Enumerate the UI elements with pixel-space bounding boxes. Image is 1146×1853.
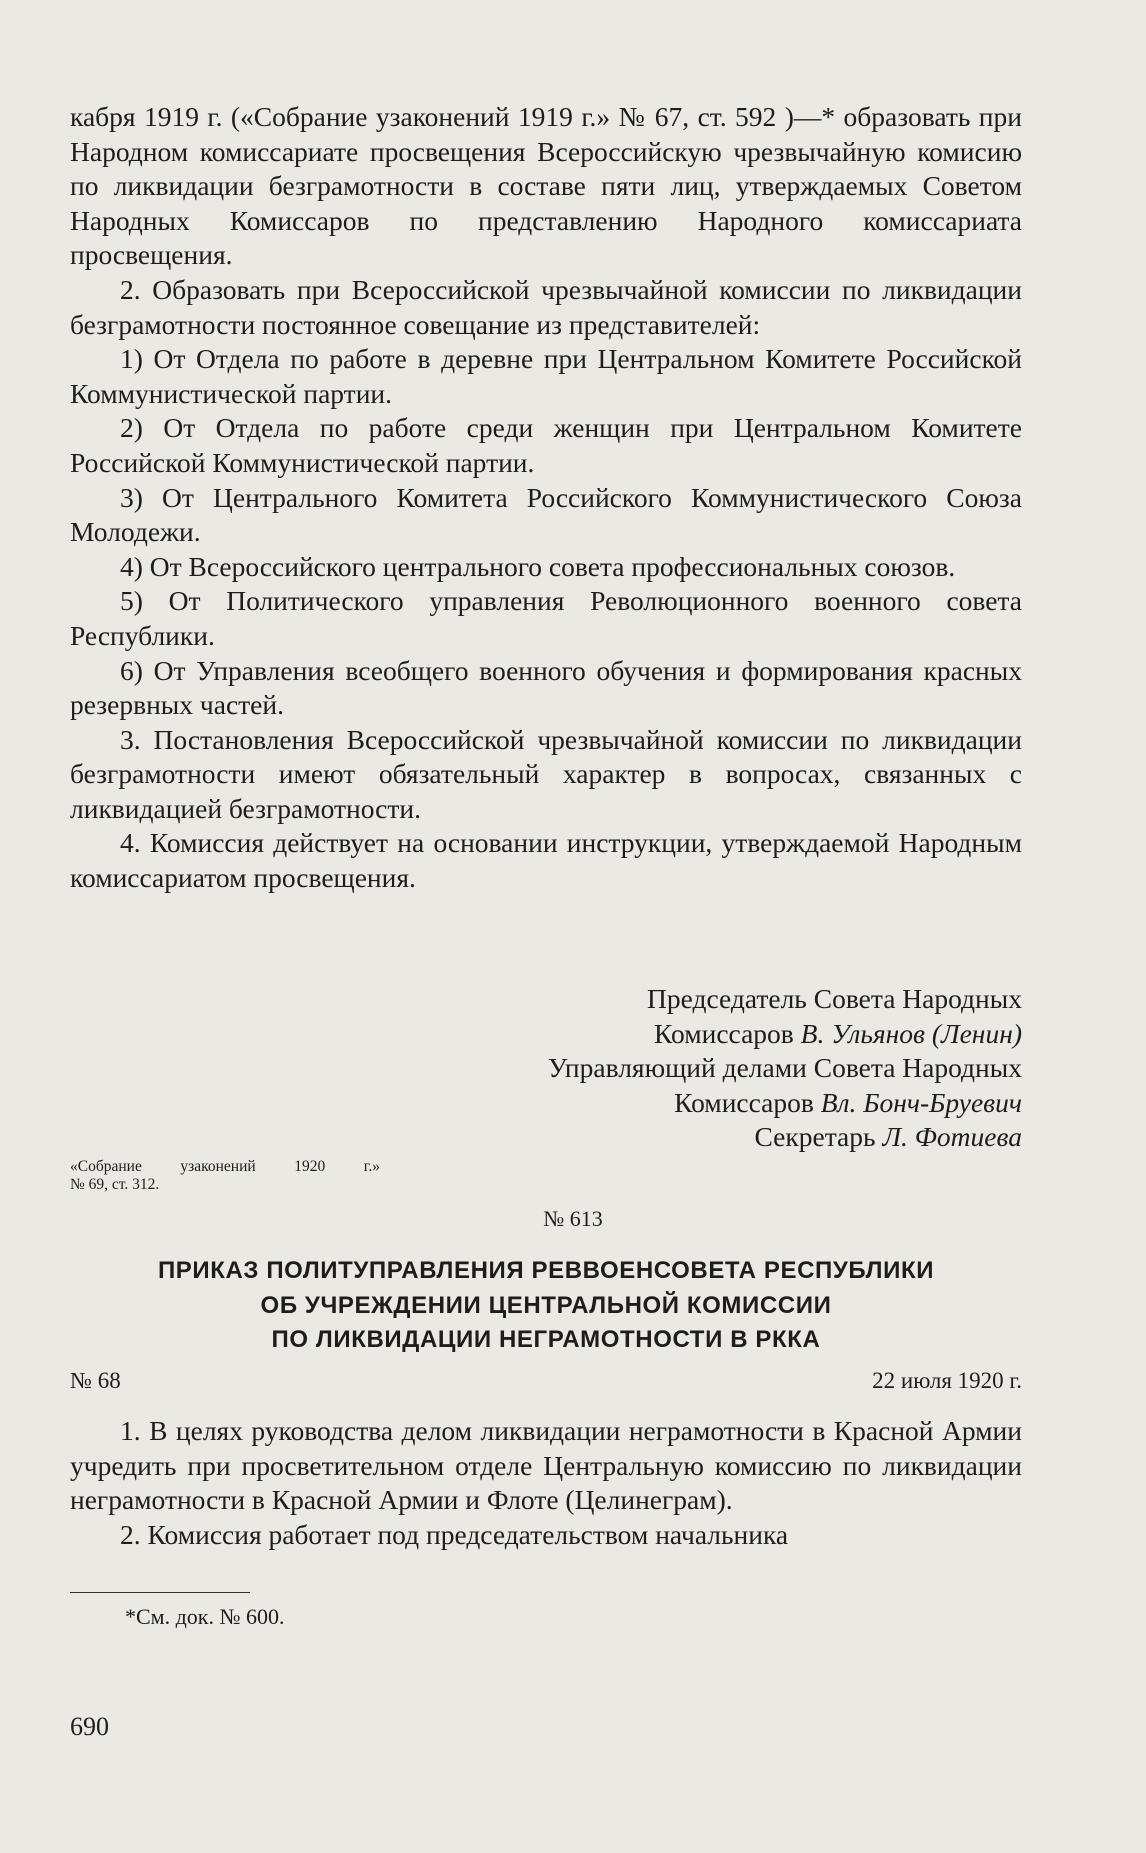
manager-title: Управляющий делами Совета Народных — [547, 1052, 1022, 1084]
source-word: «Собрание — [70, 1158, 142, 1175]
paragraph-4: 4. Комиссия действует на основании инструкции, утверждаемой Народным комиссариатом просвещения. — [70, 827, 1022, 894]
decree-body — [70, 100, 1022, 896]
source-word: 1920 — [294, 1158, 326, 1175]
source-citation — [70, 1158, 380, 1194]
document-number: № 613 — [543, 1206, 603, 1231]
secretary-signature — [548, 1120, 1022, 1155]
order-paragraph-2: 2. Комиссия работает под председательством начальника — [120, 1518, 789, 1550]
list-item-2: 2) От Отдела по работе среди женщин при Центральном Комитете Российской Коммунистической партии. — [70, 412, 1022, 478]
source-line-2: № 69, ст. 312. — [70, 1176, 160, 1193]
manager-signature — [548, 1086, 1022, 1121]
order-number: № 68 — [70, 1368, 121, 1393]
paragraph-3: 3. Постановления Всероссийской чрезвычайной комиссии по ликвидации безграмотности имеют обязательный характер в вопросах, связанных с ликвидацией безграмотности. — [70, 723, 1022, 824]
document-title — [70, 1254, 1022, 1358]
manager-name: Вл. Бонч-Бруевич — [820, 1086, 1022, 1118]
footnote-divider — [70, 1592, 250, 1593]
order-paragraph-1: 1. В целях руководства делом ликвидации неграмотности в Красной Армии учредить при просветительном отделе Центральную комиссию по ликвидации неграмотности в Красной Армии и Флоте (Целинеграм). — [70, 1415, 1022, 1516]
title-line: ОБ УЧРЕЖДЕНИИ ЦЕНТРАЛЬНОЙ КОМИССИИ — [260, 1291, 832, 1319]
secretary-title: Секретарь — [754, 1121, 883, 1153]
title-line: ПРИКАЗ ПОЛИТУПРАВЛЕНИЯ РЕВВОЕНСОВЕТА РЕСПУБЛИКИ — [157, 1257, 935, 1284]
title-line: ПО ЛИКВИДАЦИИ НЕГРАМОТНОСТИ В РККА — [271, 1326, 821, 1353]
source-word: узаконений — [180, 1158, 256, 1175]
order-date: 22 июля 1920 г. — [872, 1368, 1022, 1393]
page-number: 690 — [70, 1712, 109, 1741]
list-item-1: 1) От Отдела по работе в деревне при Центральном Комитете Российской Коммунистической партии. — [70, 343, 1022, 409]
chair-title-cont: Комиссаров — [654, 1017, 801, 1049]
footnote: *См. док. № 600. — [125, 1604, 285, 1629]
chair-signature — [548, 1017, 1022, 1052]
order-meta — [70, 1368, 1022, 1394]
signature-block — [548, 982, 1022, 1155]
chair-title: Председатель Совета Народных — [647, 983, 1022, 1014]
secretary-name: Л. Фотиева — [882, 1121, 1022, 1153]
list-item-4: 4) От Всероссийского центрального совета профессиональных союзов. — [120, 550, 956, 582]
manager-title-cont: Комиссаров — [674, 1086, 821, 1118]
paragraph-2: 2. Образовать при Всероссийской чрезвычайной комиссии по ликвидации безграмотности постоянное совещание из представителей: — [70, 273, 1022, 340]
list-item-3: 3) От Центрального Комитета Российского Коммунистического Союза Молодежи. — [70, 481, 1022, 548]
source-word: г.» — [363, 1158, 380, 1175]
paragraph-intro: кабря 1919 г. («Собрание узаконений 1919 г.» № 67, ст. 592 )—* образовать при Народном комиссариате просвещения Всероссийскую чрезвычайную комисию по ликвидации безграмотности в составе пяти лиц, утверждаемых Советом Народных Комиссаров по представлению Народного комиссариата просвещения. — [70, 101, 1022, 271]
chair-name: В. Ульянов (Ленин) — [800, 1017, 1022, 1049]
list-item-6: 6) От Управления всеобщего военного обучения и формирования красных резервных частей. — [70, 654, 1022, 721]
order-body — [70, 1414, 1022, 1552]
list-item-5: 5) От Политического управления Революционного военного совета Республики. — [70, 585, 1022, 651]
